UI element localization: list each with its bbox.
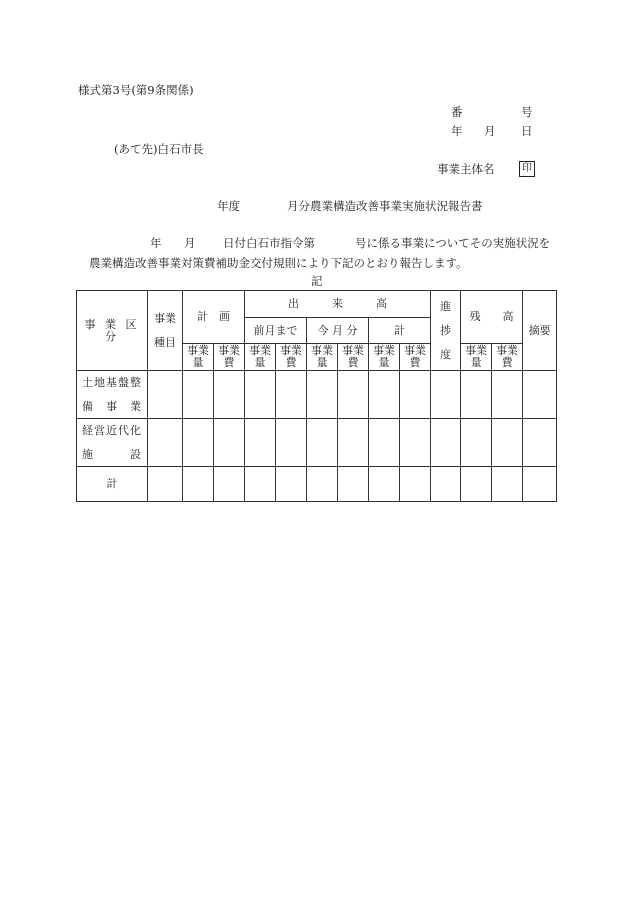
date-year-label: 年 [451,124,463,138]
remaining-cost-header: 事業 費 [492,344,523,371]
ki-heading: 記 [311,274,323,288]
header-remaining: 残 高 [461,291,523,344]
seal-stamp: 印 [519,161,535,177]
remaining-qty-header: 事業 量 [461,344,492,371]
prev-cost-header: 事業 費 [276,344,307,371]
document-title: 月分農業構造改善事業実施状況報告書 [287,199,483,213]
body-order-ref: 日付白石市指令第 [223,236,315,250]
body-year: 年 [150,236,162,250]
entity-name-label: 事業主体名 [437,162,495,176]
month-cost-header: 事業 費 [338,344,369,371]
form-number: 様式第3号(第9条関係) [78,83,194,97]
header-prev-month: 前月まで [245,318,307,344]
prev-qty-header: 事業 量 [245,344,276,371]
row-label-facility: 経営近代化 施 設 [77,419,148,467]
month-qty-header: 事業 量 [307,344,338,371]
date-month-label: 月 [484,124,496,138]
number-suffix: 号 [521,105,533,119]
body-line-1: 号に係る事業についてその実施状況を [355,236,551,250]
plan-qty-header: 事業 量 [183,344,214,371]
total-cost-header: 事業 費 [400,344,431,371]
row-label-land: 土地基盤整 備 事 業 [77,371,148,419]
plan-cost-header: 事業 費 [214,344,245,371]
number-label: 番 [451,105,463,119]
header-category: 事 業 区 分 [77,291,148,371]
header-output-total: 計 [369,318,431,344]
header-plan: 計 画 [183,291,245,344]
addressee: (あて先)白石市長 [114,142,204,156]
header-summary: 摘要 [523,291,557,371]
header-output: 出 来 高 [245,291,431,318]
status-table [76,290,557,502]
table-row [77,371,557,419]
table-row [77,467,557,502]
header-this-month: 今 月 分 [307,318,369,344]
body-month: 月 [184,236,196,250]
body-line-2: 農業構造改善事業対策費補助金交付規則により下記のとおり報告します。 [89,256,468,270]
row-label-total: 計 [77,467,148,502]
date-day-label: 日 [521,124,533,138]
header-progress: 進 捗 度 [431,291,461,371]
title-year: 年度 [217,199,240,213]
header-project-type: 事業 種目 [148,291,183,371]
total-qty-header: 事業 量 [369,344,400,371]
table-row [77,419,557,467]
